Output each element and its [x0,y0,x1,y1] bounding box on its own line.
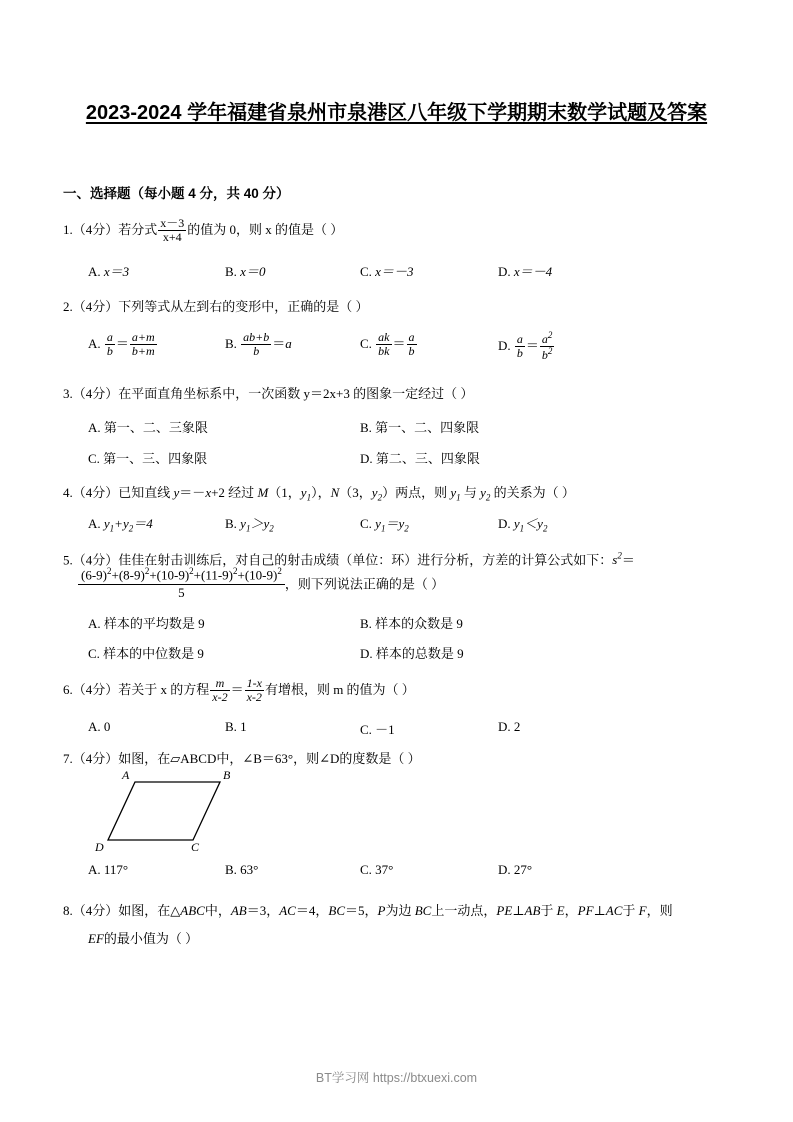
option-text: $y_1+y_2=4$ [103,516,153,534]
option-d[interactable]: D. $\frac{a}{b}$ ＝ $\frac{a^2}{b^2}$ [498,330,553,362]
option-c[interactable] [360,862,393,878]
option-text: 2 [513,719,521,734]
option-label: A. [88,719,101,734]
option-label: A. [88,862,101,877]
question-8-stem-line1: 8.（4分）如图，在△ABC中，AB＝3，AC＝4，BC＝5，P为边 BC上一动点，PE⊥AB于 E，PF⊥AC于 F，则 [63,903,673,918]
question-5-formula-line [78,568,444,603]
option-label: A. [88,616,101,631]
option-label: C. [88,451,100,466]
option-c[interactable] [88,643,204,662]
question-7-stem: 7.（4分）如图，在▱ABCD中，∠B＝63°，则∠D的度数是（ ） [63,751,421,766]
option-text: 样本的中位数是 9 [103,646,204,661]
option-label: D. [498,516,511,531]
option-text: 63° [240,862,259,877]
fraction-denominator: $b^2$ [541,345,553,362]
question-1-stem [63,218,343,244]
question-1-suffix: 的值为 0，则 x 的值是（ ） [187,222,344,238]
option-label: B. [360,420,372,435]
option-a-left-fraction [105,331,115,357]
parallelogram-abcd-svg [95,770,275,860]
question-6-left-fraction [210,677,229,703]
option-text: 1 [240,719,247,734]
fraction-denominator: b [408,343,415,358]
question-4-stem: 4.（4分）已知直线 y＝－x+2 经过 M（1，$y_1$），N（3，$y_2$）两点，则 $y_1$ 与 $y_2$ 的关系为（ ） [63,485,575,503]
option-label: D. [498,862,511,877]
option-a[interactable] [88,513,153,534]
option-text: $y_1=y_2$ [375,516,409,534]
option-label: D. [498,338,511,354]
fraction-denominator: bk [378,343,390,358]
fraction-numerator: x－3 [160,216,185,230]
option-label: C. [360,862,372,877]
option-text: 第二、三、四象限 [375,451,480,466]
option-b[interactable] [225,513,274,534]
option-a[interactable] [88,417,208,436]
variance-formula [78,566,285,601]
option-label: D. [498,719,511,734]
page-title: 2023-2024 学年福建省泉州市泉港区八年级下学期期末数学试题及答案 [85,102,708,124]
option-c[interactable] [88,448,207,467]
option-text: 0 [103,719,111,734]
option-label: B. [225,862,237,877]
option-b[interactable] [225,719,247,735]
fraction-denominator: b [516,345,523,360]
fraction-denominator: x+4 [162,229,182,244]
question-6-right-fraction [245,677,264,703]
option-c[interactable] [360,719,395,738]
option-d[interactable] [498,513,547,534]
option-label: A. [88,516,101,531]
option-a[interactable] [88,862,128,878]
question-1-prefix: 1.（4分）若分式 [63,222,158,238]
question-3-stem: 3.（4分）在平面直角坐标系中，一次函数 y＝2x+3 的图象一定经过（ ） [63,386,474,401]
fraction-numerator: 1-x [246,676,262,690]
fraction-denominator: b [106,343,113,358]
option-a[interactable] [88,719,110,735]
option-b[interactable] [360,417,479,436]
formula-denominator: 5 [178,585,185,601]
option-label: D. [498,264,511,279]
option-text: x＝0 [240,264,266,279]
option-b[interactable] [225,261,265,280]
option-text: 第一、二、四象限 [375,420,480,435]
option-c[interactable] [360,513,409,534]
option-c[interactable] [360,261,413,280]
option-text: x＝－4 [513,264,553,279]
option-label: C. [88,646,100,661]
fraction-denominator: b+m [131,343,155,358]
option-text: 样本的总数是 9 [375,646,464,661]
option-label: D. [360,451,373,466]
option-b-fraction [241,331,271,357]
formula-numerator: $(6-9)^2+(8-9)^2+(10-9)^2+(11-9)^2+(10-9)^2$ [78,566,285,585]
option-c-left-fraction [376,331,391,357]
option-label: B. [225,336,237,352]
question-6-prefix: 6.（4分）若关于 x 的方程 [63,682,210,698]
option-b[interactable] [225,862,258,878]
option-d-left-fraction [515,333,525,359]
option-a[interactable]: A. $\frac{a}{b}$ ＝ $\frac{a+m}{b+m}$ [88,330,155,358]
option-d[interactable] [498,862,532,878]
question-5-stem-line2: ，则下列说法正确的是（ ） [284,576,445,592]
option-label: B. [225,719,237,734]
fraction-numerator: m [210,677,229,691]
option-d-right-fraction [540,331,555,361]
option-text: 117° [103,862,129,877]
option-label: A. [88,336,101,352]
fraction-numerator: a [106,330,113,344]
section-heading: 一、选择题（每小题 4 分，共 40 分） [63,186,290,201]
footer-watermark: BT学习网 https://btxuexi.com [315,1071,478,1085]
fraction-denominator: x-2 [212,689,228,704]
fraction-numerator: a [408,330,415,344]
option-text: x＝－3 [375,264,414,279]
question-7-figure [95,770,275,860]
fraction-denominator: x-2 [246,689,262,704]
option-label: B. [360,616,372,631]
vertex-label-a: A [122,768,130,782]
option-a[interactable] [88,261,129,280]
parallelogram-shape [108,782,220,840]
fraction-denominator: b [253,343,260,358]
option-a-right-fraction [130,331,157,357]
option-c-right-fraction [407,331,417,357]
option-text: x＝3 [103,264,130,279]
option-b[interactable]: B. $\frac{ab+b}{b}$ ＝a [225,330,292,358]
fraction-numerator: ak [378,330,390,344]
fraction-numerator: $a^2$ [541,330,553,346]
option-b[interactable] [360,613,463,632]
option-d[interactable] [498,719,520,735]
option-text: 第一、二、三象限 [103,420,208,435]
option-text: $y_1<y_2$ [513,516,548,534]
option-text: 37° [375,862,394,877]
option-c[interactable]: C. $\frac{ak}{bk}$ ＝ $\frac{a}{b}$ [360,330,415,358]
question-8-stem-line2: EF的最小值为（ ） [88,931,199,946]
option-text: 27° [513,862,533,877]
fraction-numerator: a [516,332,523,346]
option-label: B. [225,516,237,531]
option-text: $y_1>y_2$ [240,516,274,534]
option-a[interactable] [88,613,205,632]
vertex-label-c: C [191,840,200,854]
vertex-label-b: B [223,768,231,782]
question-6-stem [63,678,415,704]
question-1-fraction [158,217,186,243]
option-text: 样本的众数是 9 [375,616,463,631]
question-5-stem-line1: 5.（4分）佳佳在射击训练后，对自己的射击成绩（单位：环）进行分析，方差的计算公式如下：$s^2=$ [63,551,635,568]
option-d[interactable] [498,261,552,280]
option-b-right: a [285,336,292,352]
option-label: C. [360,264,372,279]
option-label: C. [360,516,372,531]
option-label: C. [360,336,372,352]
question-6-suffix: 有增根，则 m 的值为（ ） [264,682,415,698]
option-text: －1 [375,722,395,737]
option-d[interactable] [360,448,480,467]
equals-sign: ＝ [230,682,244,698]
option-text: 样本的平均数是 9 [103,616,205,631]
fraction-numerator: ab+b [243,330,270,344]
option-label: A. [88,264,101,279]
question-2-stem: 2.（4分）下列等式从左到右的变形中，正确的是（ ） [63,299,369,314]
option-label: B. [225,264,237,279]
option-label: C. [360,722,372,737]
vertex-label-d: D [95,840,104,854]
option-d[interactable] [360,643,464,662]
option-text: 第一、三、四象限 [103,451,208,466]
option-label: A. [88,420,101,435]
option-label: D. [360,646,373,661]
fraction-numerator: a+m [131,330,155,344]
